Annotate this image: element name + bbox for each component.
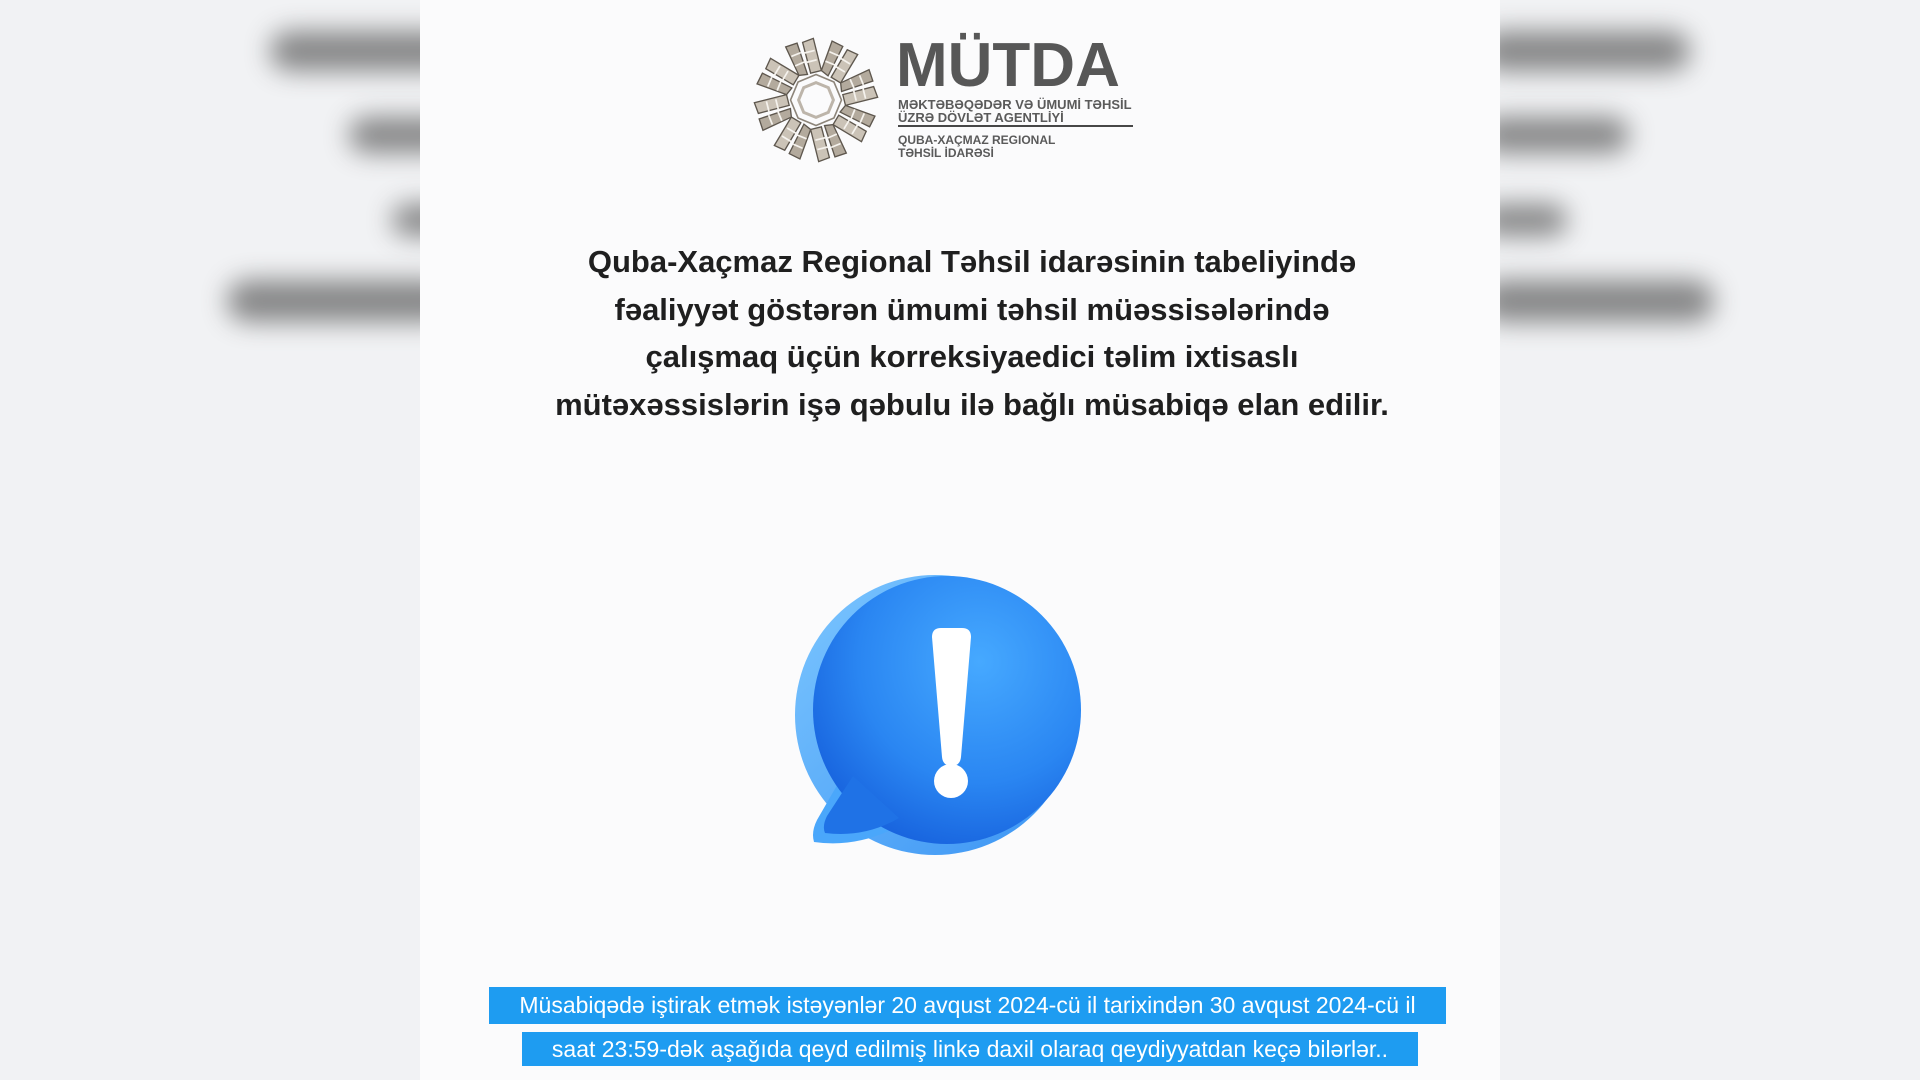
announcement-heading [500, 238, 1444, 428]
heading-line: Quba-Xaçmaz Regional Təhsil idarəsinin tabeliyində [587, 244, 1357, 279]
blurred-background-left [0, 0, 420, 1080]
announcement-poster [420, 0, 1500, 1080]
exclamation-speech-bubble-icon [795, 570, 1095, 860]
agency-name-line-1: MƏKTƏBƏQƏDƏR VƏ ÜMUMİ TƏHSİL [898, 97, 1132, 112]
office-name-line-1: QUBA-XAÇMAZ REGIONAL [898, 133, 1056, 147]
blurred-text-shape [227, 280, 420, 322]
notice-banner-line-1: Müsabiqədə iştirak etmək istəyənlər 20 avqust 2024-cü il tarixindən 30 avqust 2024-cü il [489, 987, 1446, 1024]
logo-divider [898, 125, 1133, 127]
heading-line: mütəxəssislərin işə qəbulu ilə bağlı müsabiqə elan edilir. [555, 386, 1389, 422]
exclamation-dot [934, 764, 968, 798]
blurred-text-shape [349, 117, 420, 153]
logo-acronym: MÜTDA [896, 31, 1120, 100]
heading-line: fəaliyyət göstərən ümumi təhsil müəssisələrində [614, 291, 1330, 327]
blurred-text-shape [1500, 31, 1690, 71]
blurred-background-right [1500, 0, 1920, 1080]
blurred-text-shape [392, 204, 420, 236]
rosette-emblem-icon [749, 33, 883, 167]
notice-banner-line-2: saat 23:59-dək aşağıda qeyd edilmiş linkə daxil olaraq qeydiyyatdan keçə bilərlər.. [522, 1032, 1418, 1066]
blurred-text-shape [1500, 280, 1714, 322]
agency-name-line-2: ÜZRƏ DÖVLƏT AGENTLİYİ [898, 110, 1064, 125]
office-name-line-2: TƏHSİL İDARƏSİ [898, 146, 994, 160]
heading-line: çalışmaq üçün korreksiyaedici təlim ixtisaslı [645, 339, 1299, 374]
blurred-text-shape [270, 31, 420, 71]
blurred-text-shape [1500, 117, 1629, 153]
blurred-text-shape [1500, 204, 1567, 236]
